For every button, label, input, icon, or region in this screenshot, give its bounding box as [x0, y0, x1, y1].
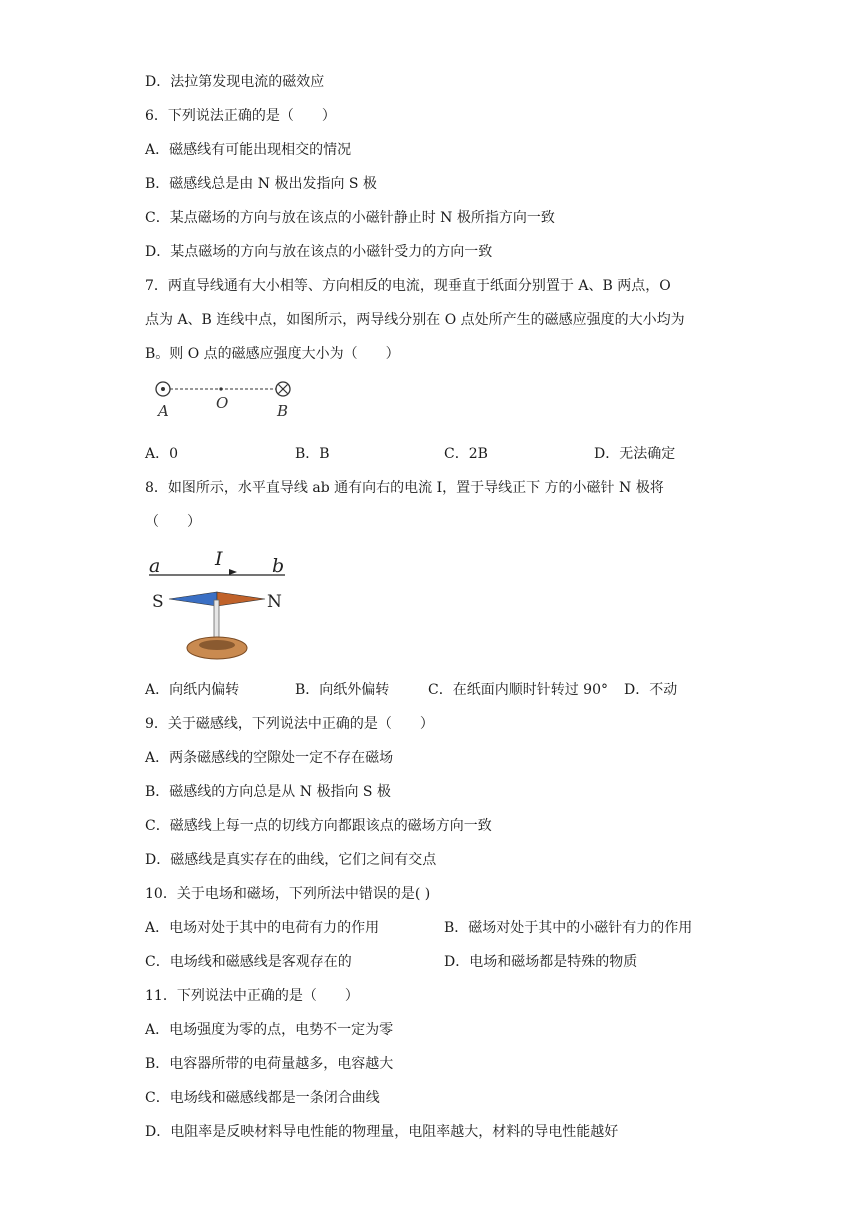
- label-b: B: [277, 402, 289, 420]
- label-b: b: [272, 555, 285, 577]
- q6-option-a: A．磁感线有可能出现相交的情况: [145, 142, 352, 158]
- q9-option-b: B．磁感线的方向总是从 N 极指向 S 极: [145, 784, 391, 800]
- q9-option-c: C．磁感线上每一点的切线方向都跟该点的磁场方向一致: [145, 818, 492, 834]
- q8-option-c: C．在纸面内顺时针转过 90°: [428, 682, 608, 698]
- q7-stem-line1: 7．两直导线通有大小相等、方向相反的电流，现垂直于纸面分别置于 A、B 两点，O: [145, 278, 671, 294]
- q9-stem: 9．关于磁感线，下列说法中正确的是（ ）: [145, 716, 434, 732]
- q6-option-b: B．磁感线总是由 N 极出发指向 S 极: [145, 176, 377, 192]
- q8-stem-line1: 8．如图所示，水平直导线 ab 通有向右的电流 I，置于导线正下 方的小磁针 N 极将: [145, 480, 664, 496]
- q8-option-d: D．不动: [624, 682, 678, 698]
- label-a: A: [158, 402, 169, 420]
- q11-option-c: C．电场线和磁感线都是一条闭合曲线: [145, 1090, 380, 1106]
- q7-option-d: D．无法确定: [594, 446, 676, 462]
- label-s: S: [152, 592, 164, 612]
- q7-figure: [148, 376, 298, 422]
- q7-stem-line2: 点为 A、B 连线中点，如图所示，两导线分别在 O 点处所产生的磁感应强度的大小均为: [145, 312, 685, 328]
- q10-stem: 10．关于电场和磁场，下列所法中错误的是( ): [145, 886, 431, 902]
- q10-option-a: A．电场对处于其中的电荷有力的作用: [145, 920, 380, 936]
- q8-option-b: B．向纸外偏转: [295, 682, 390, 698]
- q11-option-b: B．电容器所带的电荷量越多，电容越大: [145, 1056, 394, 1072]
- q6-option-c: C．某点磁场的方向与放在该点的小磁针静止时 N 极所指方向一致: [145, 210, 555, 226]
- q7-stem-line3: B。则 O 点的磁感应强度大小为（ ）: [145, 346, 400, 362]
- q6-stem: 6．下列说法正确的是（ ）: [145, 108, 336, 124]
- label-n: N: [267, 592, 282, 612]
- q7-option-a: A．0: [145, 446, 179, 462]
- q10-option-c: C．电场线和磁感线是客观存在的: [145, 954, 352, 970]
- q6-option-d: D．某点磁场的方向与放在该点的小磁针受力的方向一致: [145, 244, 493, 260]
- q7-option-b: B．B: [295, 446, 330, 462]
- q7-option-c: C．2B: [444, 446, 488, 462]
- q5-option-d: D．法拉第发现电流的磁效应: [145, 74, 325, 90]
- label-a: a: [149, 555, 161, 577]
- point-o: [219, 387, 222, 390]
- q9-option-a: A．两条磁感线的空隙处一定不存在磁场: [145, 750, 394, 766]
- q8-stem-line2: （ ）: [145, 514, 201, 530]
- q11-stem: 11．下列说法中正确的是（ ）: [145, 988, 359, 1004]
- q11-option-a: A．电场强度为零的点，电势不一定为零: [145, 1022, 394, 1038]
- q8-option-a: A．向纸内偏转: [145, 682, 240, 698]
- current-arrow-icon: [229, 569, 237, 575]
- label-current: I: [215, 548, 223, 570]
- q8-figure: [145, 545, 295, 663]
- q10-option-d: D．电场和磁场都是特殊的物质: [444, 954, 638, 970]
- q10-option-b: B．磁场对处于其中的小磁针有力的作用: [444, 920, 693, 936]
- q9-option-d: D．磁感线是真实存在的曲线，它们之间有交点: [145, 852, 437, 868]
- label-o: O: [216, 394, 229, 412]
- q11-option-d: D．电阻率是反映材料导电性能的物理量，电阻率越大，材料的导电性能越好: [145, 1124, 619, 1140]
